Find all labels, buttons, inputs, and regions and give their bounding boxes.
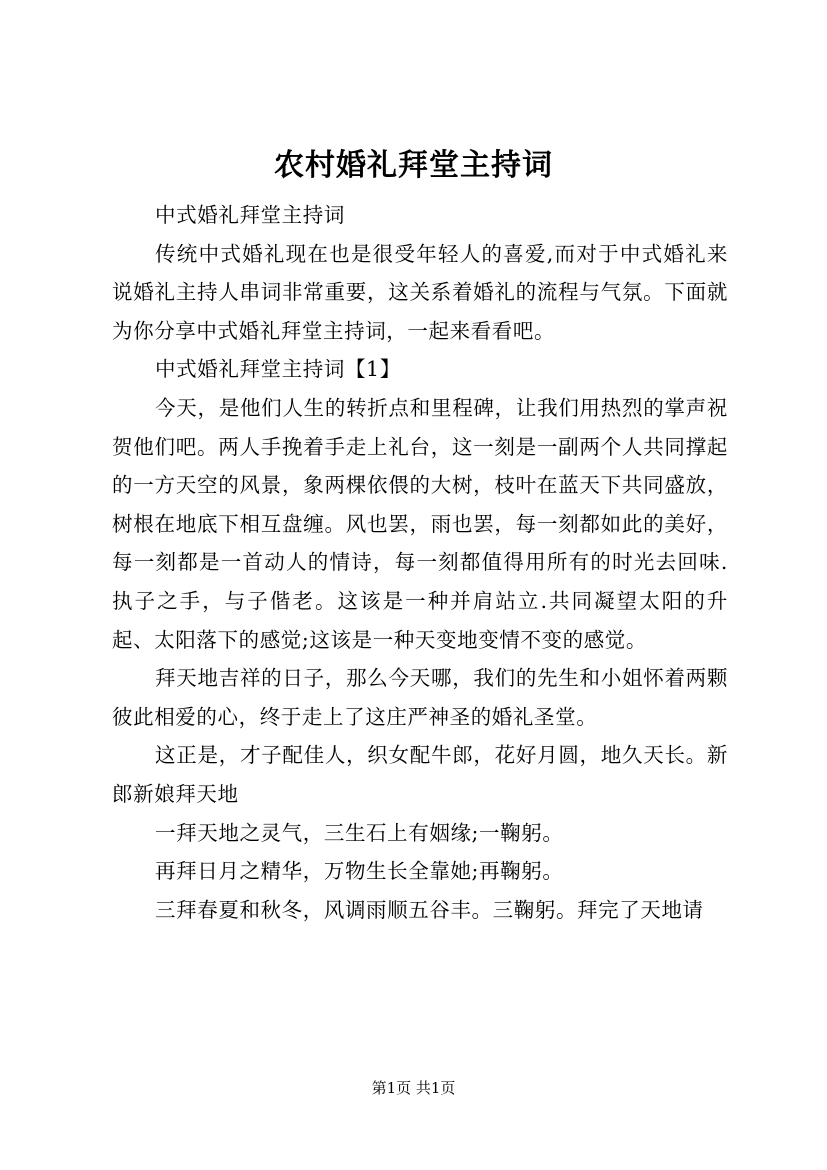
- paragraph-intro: 传统中式婚礼现在也是很受年轻人的喜爱,而对于中式婚礼来说婚礼主持人串词非常重要，这关系着婚礼的流程与气氛。下面就为你分享中式婚礼拜堂主持词，一起来看看吧。: [112, 241, 728, 343]
- paragraph-section-heading: 中式婚礼拜堂主持词【1】: [155, 357, 401, 382]
- paragraph-subtitle: 中式婚礼拜堂主持词: [155, 203, 345, 227]
- paragraph-third-bow: 三拜春夏和秋冬，风调雨顺五谷丰。三鞠躬。拜完了天地请: [155, 897, 704, 922]
- page-footer: 第1页 共1页: [371, 1079, 456, 1097]
- paragraph-opening: 今天，是他们人生的转折点和里程碑，让我们用热烈的掌声祝贺他们吧。两人手挽着手走上礼台，这一刻是一副两个人共同撑起的一方天空的风景，象两棵依偎的大树，枝叶在蓝天下共同盛放，树根在地底下相互盘缠。风也罢，雨也罢，每一刻都如此的美好，每一刻都是一首动人的情诗，每一刻都值得用所有的时光去回味.执子之手，与子偕老。这该是一种并肩站立.共同凝望太阳的升起、太阳落下的感觉;这该是一种天变地变情不变的感觉。: [112, 395, 728, 652]
- paragraph-blessing: 这正是，才子配佳人，织女配牛郎，花好月圆，地久天长。新郎新娘拜天地: [112, 743, 728, 806]
- paragraph-second-bow: 再拜日月之精华，万物生长全靠她;再鞠躬。: [155, 859, 564, 884]
- document-body: [112, 196, 728, 929]
- paragraph-ceremony: 拜天地吉祥的日子，那么今天哪，我们的先生和小姐怀着两颗彼此相爱的心，终于走上了这庄严神圣的婚礼圣堂。: [112, 666, 728, 729]
- paragraph-first-bow: 一拜天地之灵气，三生石上有姻缘;一鞠躬。: [155, 820, 564, 845]
- document-title: 农村婚礼拜堂主持词: [274, 148, 553, 183]
